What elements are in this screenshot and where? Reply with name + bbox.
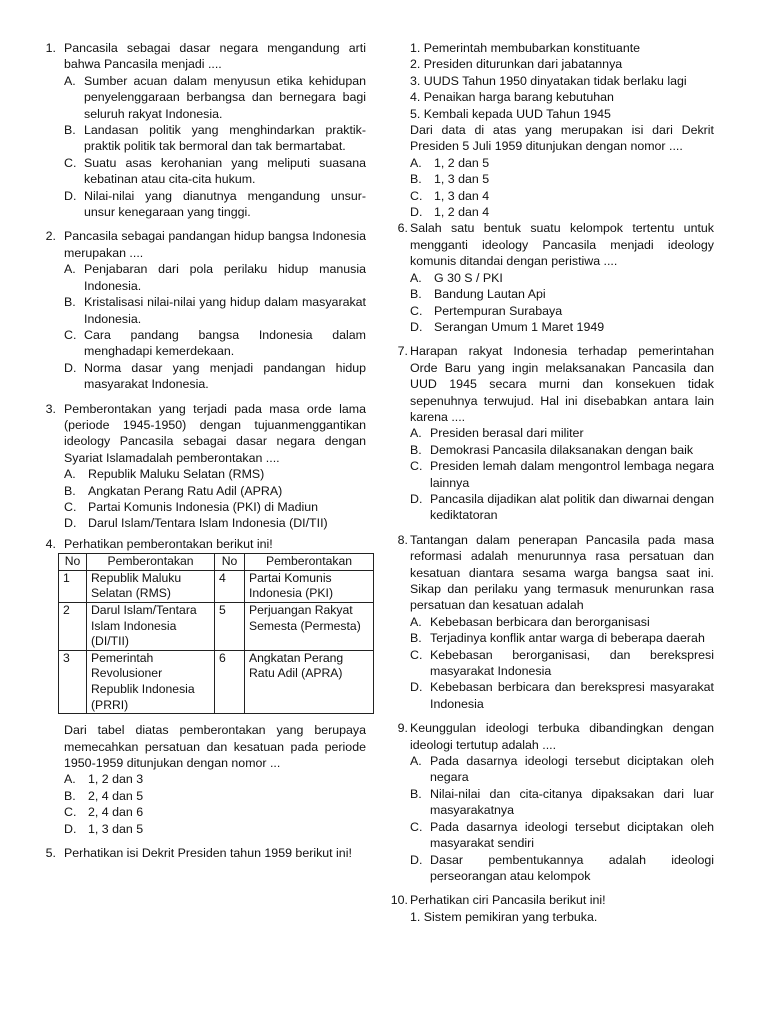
list-item: 2. Presiden diturunkan dari jabatannya bbox=[410, 57, 623, 72]
option-c bbox=[64, 804, 366, 820]
option-c bbox=[410, 188, 714, 204]
option-a bbox=[64, 73, 366, 122]
option-letter: A. bbox=[64, 73, 76, 88]
option-letter: C. bbox=[64, 499, 77, 514]
question-10 bbox=[386, 892, 714, 925]
question-number: 8. bbox=[397, 532, 408, 547]
rebellion-table bbox=[58, 553, 374, 714]
option-letter: C. bbox=[410, 459, 423, 474]
table-row bbox=[59, 650, 374, 713]
question-followup: Dari tabel diatas pemberontakan yang berupaya memecahkan persatuan dan kesatuan pada periode 1950-1959 ditunjukan dengan nomor ... bbox=[64, 723, 366, 770]
option-text: Darul Islam/Tentara Islam Indonesia (DI/TII) bbox=[88, 516, 328, 531]
question-number: 9. bbox=[397, 721, 408, 736]
option-letter: A. bbox=[410, 270, 422, 285]
option-letter: C. bbox=[410, 819, 423, 834]
table-header-row bbox=[59, 554, 374, 571]
option-a bbox=[410, 270, 714, 286]
option-d bbox=[410, 491, 714, 524]
option-d bbox=[410, 319, 714, 335]
option-text: Serangan Umum 1 Maret 1949 bbox=[434, 319, 605, 334]
option-text: Sumber acuan dalam menyusun etika kehidupan penyelenggaraan berbangsa dan bernegara bagi seluruh rakyat Indonesia. bbox=[84, 73, 366, 121]
question-9 bbox=[386, 720, 714, 884]
option-text: Norma dasar yang menjadi pandangan hidup masyarakat Indonesia. bbox=[84, 360, 366, 392]
option-a bbox=[410, 155, 714, 171]
option-c bbox=[64, 499, 366, 515]
option-text: 1, 2 dan 4 bbox=[434, 205, 490, 220]
option-b bbox=[410, 171, 714, 187]
question-7 bbox=[386, 343, 714, 523]
option-letter: B. bbox=[64, 123, 76, 138]
table-cell: 4 bbox=[215, 570, 245, 602]
option-d bbox=[64, 360, 366, 393]
question-5 bbox=[40, 845, 366, 861]
option-a bbox=[64, 771, 366, 787]
question-1 bbox=[40, 40, 366, 220]
list-item: 1. Sistem pemikiran yang terbuka. bbox=[410, 909, 598, 924]
option-letter: A. bbox=[64, 262, 76, 277]
option-letter: D. bbox=[410, 319, 423, 334]
question-number: 4. bbox=[45, 536, 56, 551]
option-text: Republik Maluku Selatan (RMS) bbox=[88, 467, 265, 482]
option-letter: A. bbox=[410, 754, 422, 769]
option-b bbox=[64, 294, 366, 327]
table-cell: Partai Komunis Indonesia (PKI) bbox=[245, 570, 374, 602]
question-number: 7. bbox=[397, 344, 408, 359]
option-text: Penjabaran dari pola perilaku hidup manusia Indonesia. bbox=[84, 262, 366, 293]
option-text: Pancasila dijadikan alat politik dan diwarnai dengan kediktatoran bbox=[430, 491, 714, 523]
option-text: Presiden berasal dari militer bbox=[430, 426, 584, 441]
table-cell: 2 bbox=[59, 602, 87, 650]
table-cell: Perjuangan Rakyat Semesta (Permesta) bbox=[245, 602, 374, 650]
option-letter: C. bbox=[64, 805, 77, 820]
option-letter: C. bbox=[410, 647, 423, 662]
option-letter: B. bbox=[410, 786, 422, 801]
option-letter: C. bbox=[64, 327, 77, 342]
option-c bbox=[410, 458, 714, 491]
option-a bbox=[410, 614, 714, 630]
option-letter: A. bbox=[410, 614, 422, 629]
option-text: 1, 2 dan 5 bbox=[434, 155, 490, 170]
question-number: 3. bbox=[45, 401, 56, 416]
table-cell: 5 bbox=[215, 602, 245, 650]
option-letter: D. bbox=[410, 491, 423, 506]
question-number: 2. bbox=[45, 229, 56, 244]
table-cell: 6 bbox=[215, 650, 245, 713]
table-header: No bbox=[215, 554, 245, 571]
option-letter: C. bbox=[410, 303, 423, 318]
option-a bbox=[64, 261, 366, 294]
option-d bbox=[64, 515, 366, 531]
option-b bbox=[64, 483, 366, 499]
option-letter: B. bbox=[410, 631, 422, 646]
option-text: Suatu asas kerohanian yang meliputi suasana kebatinan atau cita-cita hukum. bbox=[84, 155, 366, 187]
option-letter: A. bbox=[410, 426, 422, 441]
option-b bbox=[410, 286, 714, 302]
table-cell: Republik Maluku Selatan (RMS) bbox=[87, 570, 215, 602]
option-letter: B. bbox=[410, 442, 422, 457]
left-column bbox=[40, 40, 366, 861]
question-stem: Keunggulan ideologi terbuka dibandingkan dengan ideologi tertutup adalah .... bbox=[410, 721, 714, 752]
option-a bbox=[410, 425, 714, 441]
option-text: 2, 4 dan 5 bbox=[88, 788, 144, 803]
option-c bbox=[410, 819, 714, 852]
option-text: 1, 3 dan 4 bbox=[434, 188, 490, 203]
option-text: Kebebasan berbicara dan berorganisasi bbox=[430, 614, 650, 629]
table-row bbox=[59, 602, 374, 650]
question-5-continued bbox=[386, 40, 714, 220]
option-b bbox=[410, 630, 714, 646]
option-letter: C. bbox=[64, 155, 77, 170]
table-cell: Pemerintah Revolusioner Republik Indonesia (PRRI) bbox=[87, 650, 215, 713]
option-b bbox=[64, 788, 366, 804]
option-letter: B. bbox=[410, 287, 422, 302]
table-header: Pemberontakan bbox=[87, 554, 215, 571]
table-cell: Darul Islam/Tentara Islam Indonesia (DI/TII) bbox=[87, 602, 215, 650]
option-text: Demokrasi Pancasila dilaksanakan dengan baik bbox=[430, 442, 694, 457]
option-letter: B. bbox=[410, 172, 422, 187]
option-letter: D. bbox=[64, 360, 77, 375]
option-text: G 30 S / PKI bbox=[434, 270, 503, 285]
option-text: Terjadinya konflik antar warga di beberapa daerah bbox=[430, 631, 705, 646]
question-stem: Perhatikan isi Dekrit Presiden tahun 1959 berikut ini! bbox=[64, 845, 352, 860]
question-3 bbox=[40, 401, 366, 532]
option-text: Cara pandang bangsa Indonesia dalam menghadapi kemerdekaan. bbox=[84, 327, 366, 359]
table-header: Pemberontakan bbox=[245, 554, 374, 571]
option-text: Presiden lemah dalam mengontrol lembaga negara lainnya bbox=[430, 459, 714, 490]
option-text: 2, 4 dan 6 bbox=[88, 805, 144, 820]
option-letter: D. bbox=[410, 852, 423, 867]
question-stem: Pancasila sebagai dasar negara mengandung arti bahwa Pancasila menjadi .... bbox=[64, 41, 366, 72]
table-cell: 1 bbox=[59, 570, 87, 602]
list-item: 5. Kembali kepada UUD Tahun 1945 bbox=[410, 106, 611, 121]
option-letter: D. bbox=[64, 821, 77, 836]
option-a bbox=[64, 466, 366, 482]
option-d bbox=[64, 188, 366, 221]
option-text: Pertempuran Surabaya bbox=[434, 303, 563, 318]
option-letter: D. bbox=[64, 188, 77, 203]
right-column bbox=[386, 40, 714, 925]
option-c bbox=[410, 647, 714, 680]
question-stem: Perhatikan ciri Pancasila berikut ini! bbox=[410, 893, 606, 908]
option-letter: A. bbox=[64, 772, 76, 787]
option-text: 1, 3 dan 5 bbox=[434, 172, 490, 187]
question-6 bbox=[386, 220, 714, 335]
option-text: Kebebasan berbicara dan berekspresi masyarakat Indonesia bbox=[430, 680, 714, 711]
list-item: 1. Pemerintah membubarkan konstituante bbox=[410, 41, 641, 55]
question-number: 6. bbox=[397, 221, 408, 236]
question-4 bbox=[40, 536, 366, 837]
option-text: 1, 3 dan 5 bbox=[88, 821, 144, 836]
option-c bbox=[64, 327, 366, 360]
option-text: Landasan politik yang menghindarkan praktik-praktik politik tak bermoral dan tak bermartabat. bbox=[84, 123, 366, 154]
option-text: Nilai-nilai yang dianutnya mengandung unsur-unsur kenegaraan yang tinggi. bbox=[84, 188, 366, 220]
question-stem: Pancasila sebagai pandangan hidup bangsa Indonesia merupakan .... bbox=[64, 229, 366, 260]
option-text: Kebebasan berorganisasi, dan berekspresi masyarakat Indonesia bbox=[430, 647, 714, 679]
option-b bbox=[410, 786, 714, 819]
option-letter: D. bbox=[410, 205, 423, 220]
question-stem: Dari data di atas yang merupakan isi dari Dekrit Presiden 5 Juli 1959 ditunjukan dengan nomor .... bbox=[410, 123, 714, 154]
question-8 bbox=[386, 532, 714, 712]
question-stem: Harapan rakyat Indonesia terhadap pemerintahan Orde Baru yang ingin melaksanakan Pancasila dan UUD 1945 secara murni dan konsekuen tidak sepenuhnya terwujud. Hal ini disebabkan antara lain karena .... bbox=[410, 344, 714, 424]
option-text: Dasar pembentukannya adalah ideologi perseorangan atau kelompok bbox=[430, 852, 714, 883]
option-text: Pada dasarnya ideologi tersebut diciptakan oleh negara bbox=[430, 754, 714, 785]
option-b bbox=[410, 442, 714, 458]
option-text: Kristalisasi nilai-nilai yang hidup dalam masyarakat Indonesia. bbox=[84, 295, 366, 326]
option-letter: B. bbox=[64, 483, 76, 498]
option-letter: D. bbox=[64, 516, 77, 531]
option-letter: B. bbox=[64, 788, 76, 803]
option-letter: A. bbox=[410, 155, 422, 170]
question-stem: Salah satu bentuk suatu kelompok tertentu untuk mengganti ideology Pancasila menjadi ideology komunis ditandai dengan peristiwa .... bbox=[410, 221, 714, 269]
option-letter: B. bbox=[64, 295, 76, 310]
option-letter: C. bbox=[410, 188, 423, 203]
table-cell: 3 bbox=[59, 650, 87, 713]
option-b bbox=[64, 122, 366, 155]
list-item: 4. Penaikan harga barang kebutuhan bbox=[410, 90, 614, 105]
question-stem: Pemberontakan yang terjadi pada masa orde lama (periode 1945-1950) dengan tujuanmenggantikan ideology Pancasila sebagai dasar negara dengan Syariat Islamadalah pemberontakan .... bbox=[64, 401, 366, 465]
option-text: 1, 2 dan 3 bbox=[88, 772, 144, 787]
question-2 bbox=[40, 228, 366, 392]
table-header: No bbox=[59, 554, 87, 571]
option-d bbox=[410, 679, 714, 712]
option-letter: D. bbox=[410, 680, 423, 695]
table-row bbox=[59, 570, 374, 602]
question-stem: Tantangan dalam penerapan Pancasila pada masa reformasi adalah menurunnya rasa persatuan dan kesatuan diantara sesama warga bangsa saat ini. Sikap dan perilaku yang termasuk menurunkan rasa persatuan dan kesatuan adalah bbox=[410, 532, 714, 613]
option-d bbox=[410, 204, 714, 220]
table-cell: Angkatan Perang Ratu Adil (APRA) bbox=[245, 650, 374, 713]
option-c bbox=[64, 155, 366, 188]
option-text: Nilai-nilai dan cita-citanya dipaksakan dari luar masyarakatnya bbox=[430, 786, 714, 818]
option-d bbox=[410, 852, 714, 885]
option-c bbox=[410, 303, 714, 319]
option-text: Partai Komunis Indonesia (PKI) di Madiun bbox=[88, 499, 319, 514]
question-number: 10. bbox=[390, 893, 408, 908]
question-stem: Perhatikan pemberontakan berikut ini! bbox=[64, 536, 273, 551]
option-text: Angkatan Perang Ratu Adil (APRA) bbox=[88, 483, 283, 498]
question-number: 1. bbox=[45, 41, 56, 55]
option-text: Pada dasarnya ideologi tersebut diciptakan oleh masyarakat sendiri bbox=[430, 819, 714, 851]
option-d bbox=[64, 821, 366, 837]
question-number: 5. bbox=[45, 845, 56, 860]
option-letter: A. bbox=[64, 467, 76, 482]
option-text: Bandung Lautan Api bbox=[434, 287, 546, 302]
list-item: 3. UUDS Tahun 1950 dinyatakan tidak berlaku lagi bbox=[410, 73, 687, 88]
option-a bbox=[410, 753, 714, 786]
